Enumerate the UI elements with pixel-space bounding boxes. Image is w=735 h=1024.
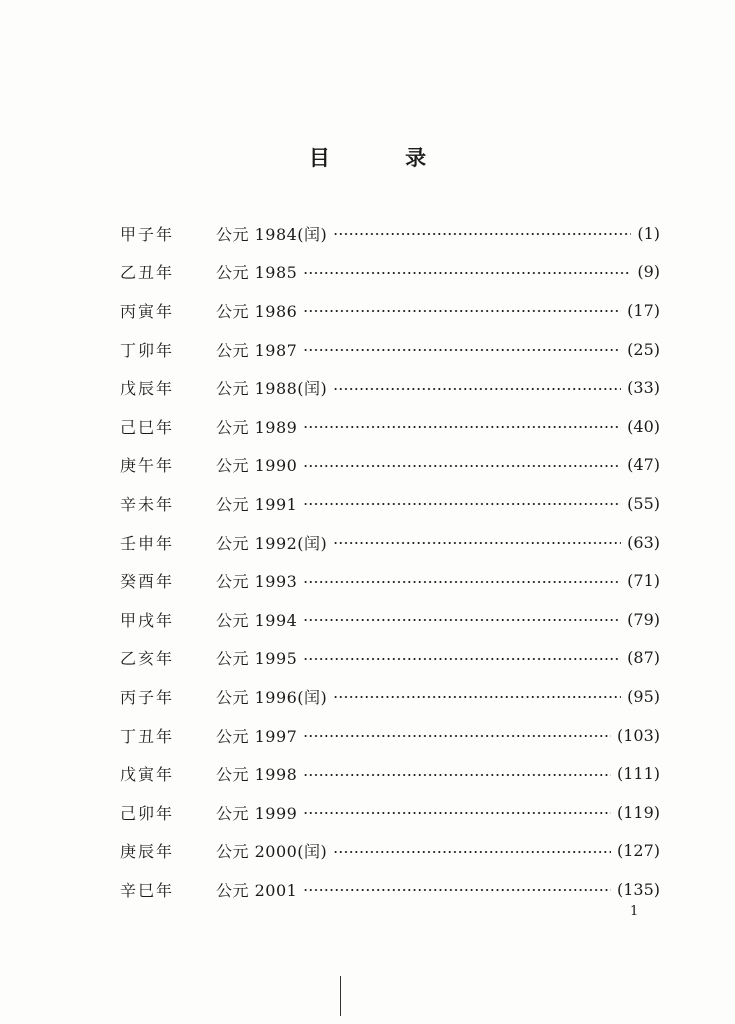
- table-of-contents: [120, 214, 660, 909]
- page-number: 1: [630, 904, 639, 919]
- toc-dot-leader: [303, 619, 621, 621]
- toc-ad-year: 公元 1999: [216, 803, 298, 823]
- toc-entry: [120, 677, 660, 716]
- toc-ad-year: 公元 1990: [216, 456, 298, 476]
- toc-dot-leader: [303, 310, 621, 312]
- toc-page-ref: (127): [616, 841, 660, 861]
- toc-dot-leader: [333, 233, 631, 235]
- toc-ad-year: 公元 1988(闰): [216, 379, 328, 399]
- toc-ad-year: 公元 1987: [216, 340, 298, 360]
- toc-cycle-year: 庚辰年: [120, 842, 175, 862]
- toc-entry: [120, 214, 660, 253]
- toc-cycle-year: 壬申年: [120, 533, 175, 553]
- toc-cycle-year: 丙寅年: [120, 301, 175, 321]
- toc-cycle-year: 乙亥年: [120, 649, 175, 669]
- toc-ad-year: 公元 1994: [216, 610, 298, 630]
- toc-page-ref: (95): [627, 686, 660, 706]
- toc-entry: [120, 600, 660, 639]
- toc-dot-leader: [333, 542, 621, 544]
- toc-ad-year: 公元 1984(闰): [216, 224, 328, 244]
- toc-cycle-year: 戊辰年: [120, 379, 175, 399]
- toc-cycle-year: 丙子年: [120, 687, 175, 707]
- toc-dot-leader: [303, 658, 621, 660]
- toc-entry: [120, 484, 660, 523]
- toc-page-ref: (33): [627, 378, 660, 398]
- toc-page-ref: (63): [627, 532, 660, 552]
- toc-page-ref: (71): [627, 571, 660, 591]
- toc-ad-year: 公元 2001: [216, 880, 298, 900]
- toc-page-ref: (25): [627, 339, 660, 359]
- toc-page-ref: (87): [627, 648, 660, 668]
- toc-page-ref: (17): [627, 300, 660, 320]
- toc-dot-leader: [333, 388, 621, 390]
- toc-ad-year: 公元 1998: [216, 765, 298, 785]
- toc-ad-year: 公元 1995: [216, 649, 298, 669]
- toc-cycle-year: 丁丑年: [120, 726, 175, 746]
- toc-dot-leader: [303, 426, 621, 428]
- toc-cycle-year: 丁卯年: [120, 340, 175, 360]
- toc-ad-year: 公元 1996(闰): [216, 687, 328, 707]
- toc-entry: [120, 870, 660, 909]
- toc-ad-year: 公元 1985: [216, 263, 298, 283]
- toc-page-ref: (55): [627, 493, 660, 513]
- toc-ad-year: 公元 2000(闰): [216, 842, 328, 862]
- toc-cycle-year: 辛巳年: [120, 880, 175, 900]
- toc-dot-leader: [303, 465, 621, 467]
- toc-dot-leader: [303, 272, 631, 274]
- toc-dot-leader: [303, 581, 621, 583]
- page-title: 目 录: [308, 145, 461, 170]
- toc-dot-leader: [303, 735, 611, 737]
- toc-cycle-year: 乙丑年: [120, 263, 175, 283]
- toc-entry: [120, 716, 660, 755]
- toc-page-ref: (47): [627, 455, 660, 475]
- binding-line: [340, 976, 341, 1016]
- toc-cycle-year: 甲戌年: [120, 610, 175, 630]
- toc-entry: [120, 368, 660, 407]
- toc-page-ref: (103): [616, 725, 660, 745]
- toc-entry: [120, 330, 660, 369]
- toc-dot-leader: [303, 503, 621, 505]
- toc-cycle-year: 戊寅年: [120, 765, 175, 785]
- toc-entry: [120, 523, 660, 562]
- toc-entry: [120, 291, 660, 330]
- toc-page-ref: (119): [616, 802, 660, 822]
- toc-cycle-year: 癸酉年: [120, 572, 175, 592]
- toc-cycle-year: 己巳年: [120, 417, 175, 437]
- toc-dot-leader: [303, 349, 621, 351]
- toc-page-ref: (135): [616, 879, 660, 899]
- toc-entry: [120, 793, 660, 832]
- toc-dot-leader: [333, 696, 621, 698]
- toc-dot-leader: [303, 889, 611, 891]
- toc-entry: [120, 639, 660, 678]
- toc-cycle-year: 辛未年: [120, 494, 175, 514]
- toc-cycle-year: 庚午年: [120, 456, 175, 476]
- toc-entry: [120, 407, 660, 446]
- toc-entry: [120, 832, 660, 871]
- toc-cycle-year: 甲子年: [120, 224, 175, 244]
- toc-dot-leader: [303, 774, 611, 776]
- toc-page-ref: (9): [637, 262, 660, 282]
- toc-page-ref: (1): [637, 223, 660, 243]
- toc-entry: [120, 561, 660, 600]
- toc-dot-leader: [333, 851, 611, 853]
- toc-page-ref: (111): [616, 764, 660, 784]
- toc-ad-year: 公元 1986: [216, 301, 298, 321]
- toc-dot-leader: [303, 812, 611, 814]
- toc-page-ref: (79): [627, 609, 660, 629]
- toc-ad-year: 公元 1997: [216, 726, 298, 746]
- toc-entry: [120, 754, 660, 793]
- toc-ad-year: 公元 1992(闰): [216, 533, 328, 553]
- toc-entry: [120, 253, 660, 292]
- toc-cycle-year: 己卯年: [120, 803, 175, 823]
- toc-page-ref: (40): [627, 416, 660, 436]
- toc-entry: [120, 446, 660, 485]
- toc-ad-year: 公元 1991: [216, 494, 298, 514]
- toc-ad-year: 公元 1989: [216, 417, 298, 437]
- toc-ad-year: 公元 1993: [216, 572, 298, 592]
